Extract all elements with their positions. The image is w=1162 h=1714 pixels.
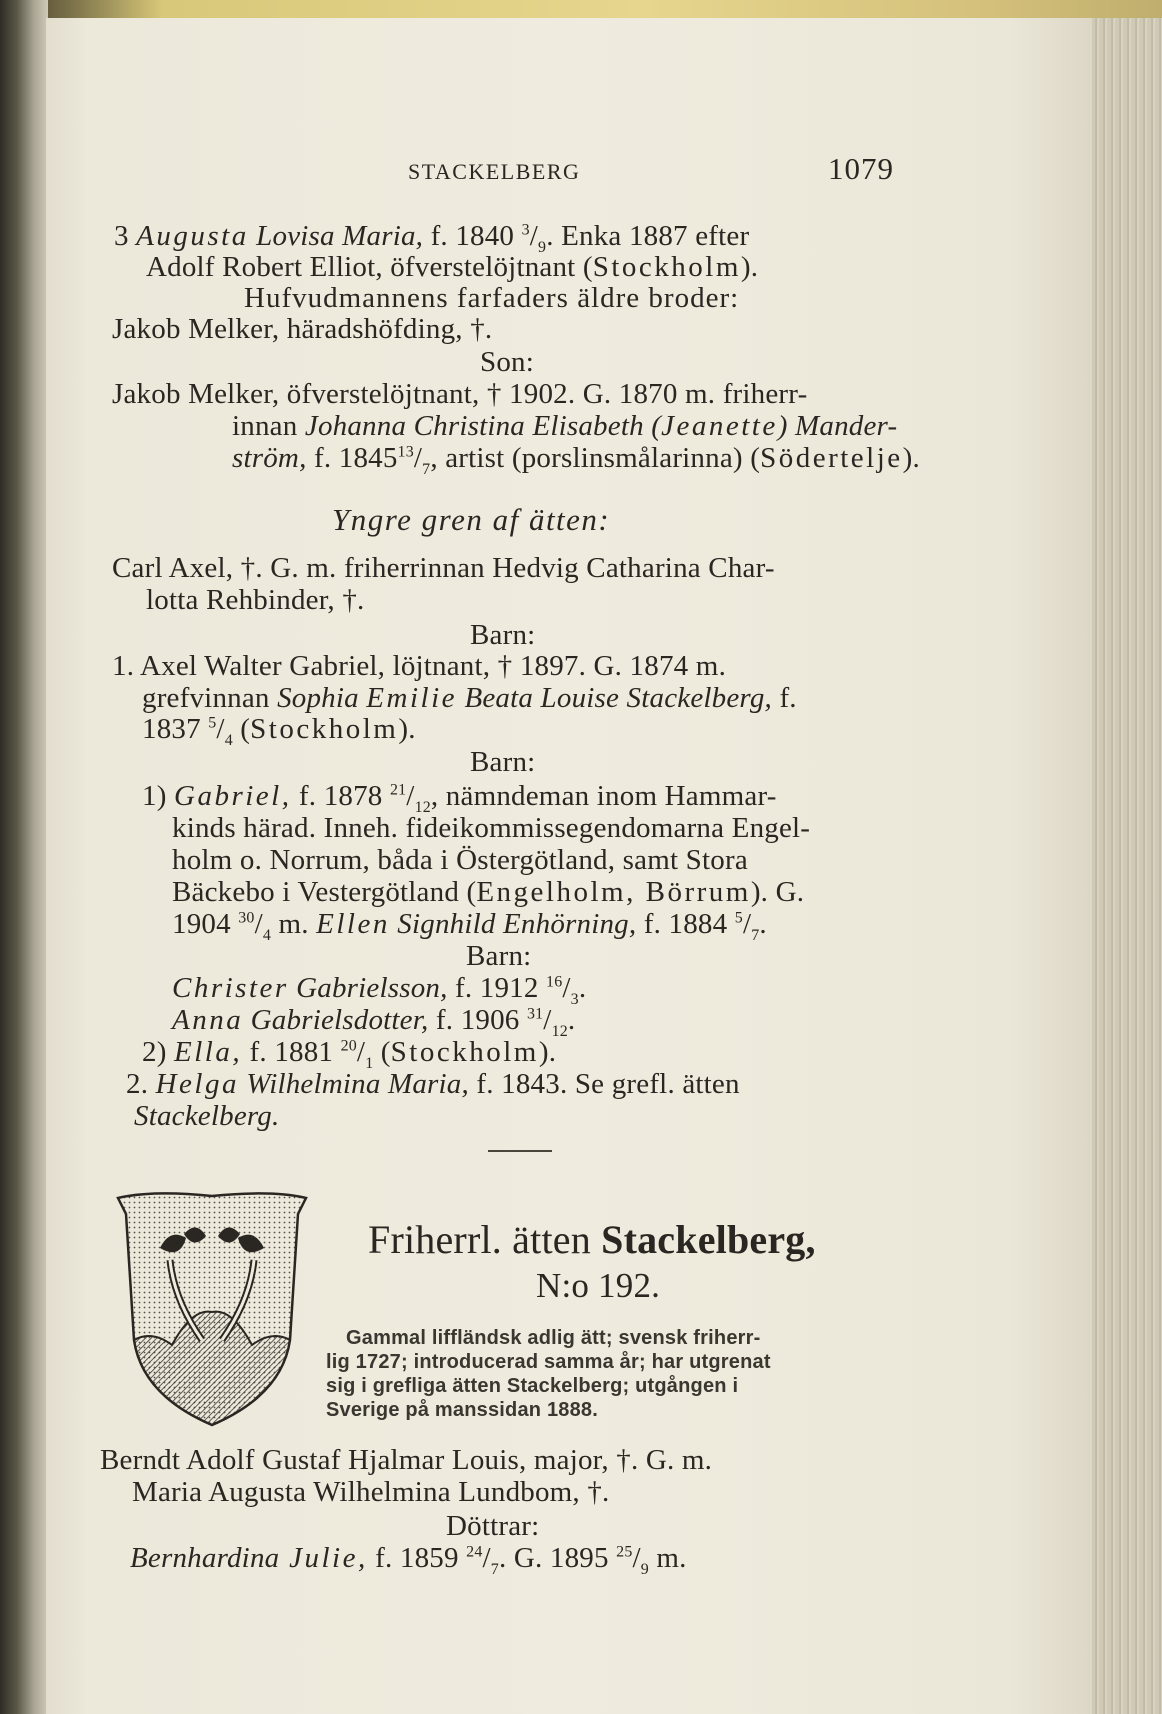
page-fore-edge: [1092, 18, 1162, 1714]
entry-gabriel-cont: kinds härad. Inneh. fideikommissegendomarna Engel-: [172, 812, 811, 844]
family-description: Gammal liffländsk adlig ätt; svensk friherr-: [346, 1327, 761, 1349]
section-heading-yngre-gren: Yngre gren af ätten:: [332, 502, 611, 537]
family-description-3: sig i grefliga ätten Stackelberg; utgången i: [326, 1375, 739, 1397]
entry-gabriel-cont3: Bäckebo i Vestergötland (Engelholm, Börrum). G.: [172, 876, 805, 908]
heading-barn-2: Barn:: [470, 746, 536, 778]
coat-of-arms-image: [112, 1190, 312, 1430]
entry-berndt: Berndt Adolf Gustaf Hjalmar Louis, major, †. G. m.: [100, 1444, 713, 1476]
page-number: 1079: [828, 151, 894, 186]
entry-christer: Christer Gabrielsson, f. 1912 $^{16}/_3$.: [172, 972, 587, 1008]
entry-helga-cont: Stackelberg.: [134, 1100, 280, 1132]
family-title: Friherrl. ätten Stackelberg,: [368, 1217, 816, 1262]
entry-bernhardina: Bernhardina Julie, f. 1859 $^{24}/_7$. G. 1895 $^{25}/_9$ m.: [130, 1542, 687, 1578]
entry-augusta-cont: Adolf Robert Elliot, öfverstelöjtnant (Stockholm).: [146, 251, 759, 283]
book-spine: [0, 0, 48, 1714]
entry-helga: 2. Helga Wilhelmina Maria, f. 1843. Se grefl. ätten: [126, 1068, 740, 1100]
heading-barn-1: Barn:: [470, 619, 536, 651]
entry-gabriel: 1) Gabriel, f. 1878 $^{21}/_{12}$, nämndeman inom Hammar-: [142, 780, 777, 816]
family-description-2: lig 1727; introducerad samma år; har utgrenat: [326, 1351, 771, 1373]
section-divider: [488, 1150, 552, 1152]
entry-jakob-junior: Jakob Melker, öfverstelöjtnant, † 1902. G. 1870 m. friherr-: [112, 378, 808, 410]
entry-carl-axel: Carl Axel, †. G. m. friherrinnan Hedvig Catharina Char-: [112, 552, 775, 584]
entry-carl-axel-cont: lotta Rehbinder, †.: [146, 584, 365, 616]
family-description-4: Sverige på manssidan 1888.: [326, 1399, 599, 1421]
entry-augusta: 3 Augusta Lovisa Maria, f. 1840 $^3/_9$. Enka 1887 efter: [114, 220, 750, 256]
heading-son: Son:: [480, 346, 534, 378]
entry-jakob-junior-cont: innan Johanna Christina Elisabeth (Jeanette) Mander-: [232, 410, 898, 442]
entry-ella: 2) Ella, f. 1881 $^{20}/_1$ (Stockholm).: [142, 1036, 557, 1072]
entry-berndt-cont: Maria Augusta Wilhelmina Lundbom, †.: [132, 1476, 610, 1508]
entry-anna: Anna Gabrielsdotter, f. 1906 $^{31}/_{12}$.: [172, 1004, 576, 1040]
running-title: STACKELBERG: [408, 159, 581, 184]
entry-gabriel-cont4: 1904 $^{30}/_4$ m. Ellen Signhild Enhörning, f. 1884 $^5/_7$.: [172, 908, 767, 944]
entry-jakob-senior: Jakob Melker, häradshöfding, †.: [112, 313, 493, 345]
heading-farfaders-broder: Hufvudmannens farfaders äldre broder:: [244, 282, 740, 314]
entry-axel-walter-cont2: 1837 $^5/_4$ (Stockholm).: [142, 713, 416, 749]
entry-jakob-junior-cont2: ström, f. $1845^{13}/_7$, artist (porslinsmålarinna) (Södertelje).: [232, 442, 920, 478]
entry-axel-walter: 1. Axel Walter Gabriel, löjtnant, † 1897. G. 1874 m.: [112, 650, 727, 682]
entry-gabriel-cont2: holm o. Norrum, båda i Östergötland, samt Stora: [172, 844, 748, 876]
entry-axel-walter-cont: grefvinnan Sophia Emilie Beata Louise Stackelberg, f.: [142, 682, 797, 714]
book-top-edge: [0, 0, 1162, 18]
family-number: N:o 192.: [536, 1266, 661, 1305]
heading-dottrar: Döttrar:: [446, 1510, 540, 1542]
coat-of-arms-shield-icon: [112, 1190, 312, 1430]
heading-barn-3: Barn:: [466, 940, 532, 972]
